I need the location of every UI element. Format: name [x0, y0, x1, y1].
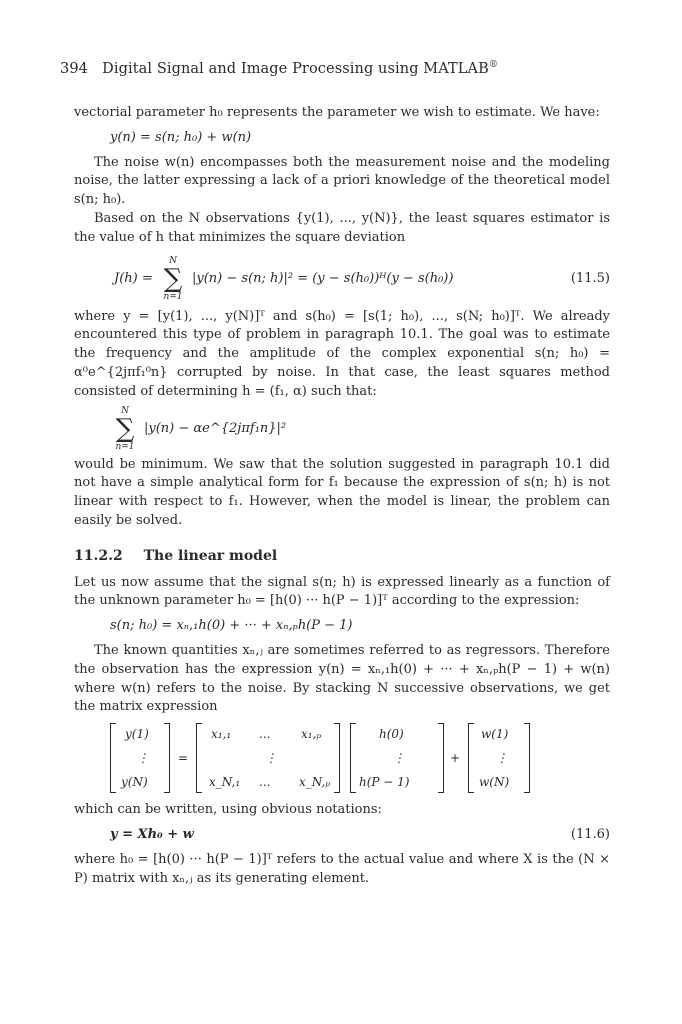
- running-header: [60, 60, 498, 77]
- equation-rhs: |y(n) − αe^{2jπf₁n}|²: [144, 420, 287, 436]
- plus-sign: +: [450, 751, 461, 766]
- sum-upper-limit: N: [169, 255, 177, 266]
- equation: s(n; h₀) = xₙ,₁h(0) + ··· + xₙ,ₚh(P − 1): [110, 618, 353, 634]
- section-heading: [74, 547, 610, 566]
- matrix-cell: ⋮: [393, 751, 405, 766]
- matrix-cell: x_N,₁: [209, 775, 241, 790]
- paragraph: vectorial parameter h₀ represents the parameter we wish to estimate. We have:: [74, 105, 600, 120]
- matrix-equation: [110, 723, 610, 795]
- section-number: 11.2.2: [74, 547, 123, 564]
- h-vector: [350, 723, 444, 793]
- summation: [162, 256, 184, 302]
- matrix-cell: x₁,₁: [211, 727, 232, 742]
- w-vector: [468, 723, 530, 793]
- equation-11-5: [74, 256, 610, 300]
- paragraph: The known quantities xₙ,ⱼ are sometimes referred to as regressors. Therefore the observation has the expression y(n) = xₙ,₁h(0) + ··· + xₙ,ₚh(P − 1) + w(n) where w(n) refers to the noise. By stacking N successive observations, we get the matrix expression: [74, 642, 610, 715]
- equation-lhs: J(h) =: [114, 270, 153, 286]
- matrix-cell: ...: [259, 727, 271, 742]
- paragraph: where h₀ = [h(0) ··· h(P − 1)]ᵀ refers to the actual value and where X is the (N × P) matrix with xₙ,ⱼ as its generating element.: [74, 851, 610, 886]
- equals-sign: =: [178, 751, 189, 766]
- sum-lower-limit: n=1: [163, 291, 183, 302]
- matrix-cell: ⋮: [265, 751, 277, 766]
- y-vector: [110, 723, 170, 793]
- registered-mark: ®: [488, 60, 498, 70]
- paragraph: where y = [y(1), ..., y(N)]ᵀ and s(h₀) = [s(1; h₀), ..., s(N; h₀)]ᵀ. We already encountered this type of problem in paragraph 10.1. The goal was to estimate the frequency and the amplitude of the complex exponential s(n; h₀) = α⁰e^{2jπf₁⁰n} corrupted by noise. In that case, the least squares method consisted of determining h = (f₁, α) such that:: [74, 308, 610, 399]
- sigma-symbol: ∑: [115, 413, 135, 444]
- matrix-cell: x_N,ₚ: [299, 775, 331, 790]
- paragraph: Based on the N observations {y(1), ..., y(N)}, the least squares estimator is the value of h that minimizes the square deviation: [74, 210, 610, 245]
- page-body: [74, 104, 610, 888]
- summation: [114, 406, 136, 452]
- equation-11-6: [110, 826, 610, 845]
- sigma-symbol: ∑: [163, 263, 183, 294]
- equation-body: y = Xh₀ + w: [110, 826, 194, 842]
- paragraph: would be minimum. We saw that the solution suggested in paragraph 10.1 did not have a simple analytical form for f₁ because the expression of s(n; h) is not linear with respect to f₁. However, when the model is linear, the problem can easily be solved.: [74, 456, 610, 528]
- matrix-cell: h(P − 1): [359, 775, 410, 790]
- equation-min-criterion: [74, 406, 610, 452]
- equation-number: (11.6): [570, 826, 610, 842]
- book-title: Digital Signal and Image Processing using MATLAB: [102, 60, 489, 77]
- paragraph: Let us now assume that the signal s(n; h) is expressed linearly as a function of the unknown parameter h₀ = [h(0) ··· h(P − 1)]ᵀ according to the expression:: [74, 574, 610, 609]
- equation: y(n) = s(n; h₀) + w(n): [110, 129, 252, 145]
- section-title: The linear model: [143, 547, 278, 564]
- matrix-cell: y(N): [121, 775, 148, 790]
- matrix-cell: w(N): [479, 775, 510, 790]
- x-matrix: [196, 723, 340, 793]
- matrix-cell: w(1): [481, 727, 509, 742]
- equation-number: (11.5): [570, 270, 610, 286]
- matrix-cell: h(0): [379, 727, 404, 742]
- sum-lower-limit: n=1: [115, 441, 135, 452]
- matrix-cell: ...: [259, 775, 271, 790]
- paragraph: which can be written, using obvious notations:: [74, 802, 382, 818]
- matrix-cell: ⋮: [496, 751, 508, 766]
- matrix-cell: ⋮: [137, 751, 149, 766]
- paragraph: The noise w(n) encompasses both the measurement noise and the modeling noise, the latter expressing a lack of a priori knowledge of the theoretical model s(n; h₀).: [74, 154, 610, 208]
- matrix-cell: y(1): [125, 727, 149, 742]
- page-number: 394: [60, 60, 88, 77]
- equation-rhs: |y(n) − s(n; h)|² = (y − s(h₀))ᴴ(y − s(h₀)): [192, 270, 454, 286]
- sum-upper-limit: N: [121, 405, 129, 416]
- matrix-cell: x₁,ₚ: [301, 727, 322, 742]
